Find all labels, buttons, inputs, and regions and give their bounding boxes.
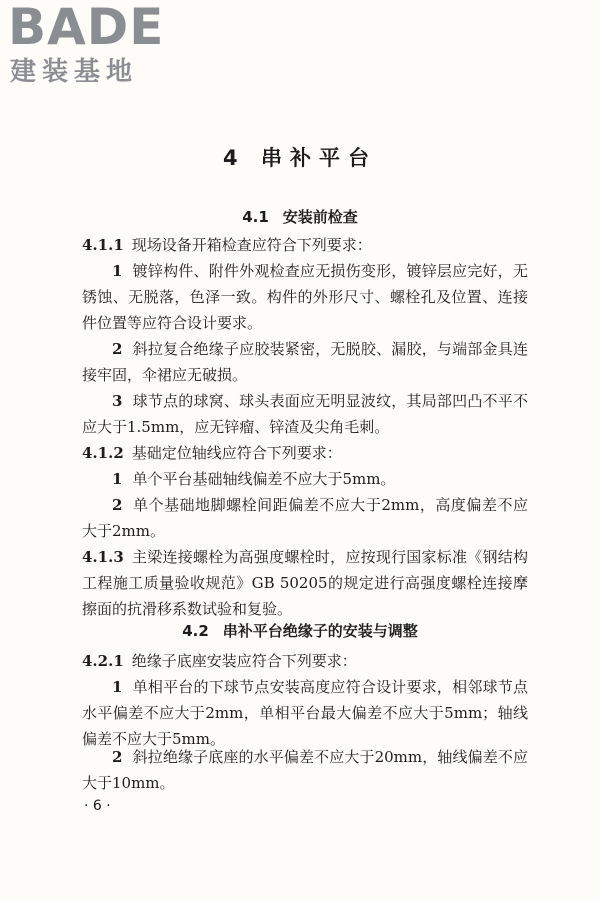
clause-number: 4.1.3 — [82, 548, 124, 566]
item-number: 1 — [112, 262, 123, 280]
section-label: 串补平台绝缘子的安装与调整 — [222, 622, 418, 640]
clause-4-1-1-item-1 — [82, 258, 528, 336]
clause-text: 基础定位轴线应符合下列要求： — [131, 444, 342, 462]
item-number: 2 — [112, 340, 123, 358]
item-number: 2 — [112, 496, 123, 514]
chapter-title: 4 串补平台 — [223, 146, 377, 170]
item-text: 球节点的球窝、球头表面应无明显波纹，其局部凹凸不平不应大于1.5mm，应无锌瘤、锌渣及尖角毛刺。 — [82, 392, 528, 436]
clause-4-1-3 — [82, 544, 528, 622]
page-number: · 6 · — [84, 798, 111, 814]
clause-4-1-2-item-1 — [82, 466, 528, 492]
section-number: 4.2 — [182, 622, 209, 640]
clause-4-1-1-item-2 — [82, 336, 528, 388]
item-number: 3 — [112, 392, 123, 410]
item-text: 单相平台的下球节点安装高度应符合设计要求，相邻球节点水平偏差不应大于2mm，单相平台最大偏差不应大于5mm；轴线偏差不应大于5mm。 — [82, 678, 528, 748]
section-title-4-1 — [0, 206, 600, 227]
clause-4-2-1 — [82, 648, 528, 674]
item-number: 1 — [112, 470, 123, 488]
logo-brand-cn: 建装基地 — [10, 57, 139, 87]
clause-4-1-1 — [82, 232, 528, 258]
item-text: 斜拉绝缘子底座的水平偏差不应大于20mm，轴线偏差不应大于10mm。 — [82, 748, 528, 792]
item-number: 1 — [112, 678, 123, 696]
clause-text: 主梁连接螺栓为高强度螺栓时，应按现行国家标准《钢结构工程施工质量验收规范》GB 50205的规定进行高强度螺栓连接摩擦面的抗滑移系数试验和复验。 — [82, 548, 528, 618]
item-text: 单个平台基础轴线偏差不应大于5mm。 — [132, 470, 396, 488]
item-text: 斜拉复合绝缘子应胶装紧密，无脱胶、漏胶，与端部金具连接牢固，伞裙应无破损。 — [82, 340, 528, 384]
clause-text: 现场设备开箱检查应符合下列要求： — [131, 236, 372, 254]
clause-number: 4.1.2 — [82, 444, 124, 462]
section-title-4-2 — [0, 620, 600, 641]
item-number: 2 — [112, 748, 123, 766]
clause-4-2-1-item-2 — [82, 744, 528, 796]
clause-number: 4.2.1 — [82, 652, 124, 670]
logo-brand: BADE — [8, 0, 165, 56]
item-text: 单个基础地脚螺栓间距偏差不应大于2mm，高度偏差不应大于2mm。 — [82, 496, 528, 540]
bade-logo — [8, 0, 178, 90]
clause-4-1-2 — [82, 440, 528, 466]
clause-4-2-1-item-1 — [82, 674, 528, 752]
clause-text: 绝缘子底座安装应符合下列要求： — [131, 652, 357, 670]
item-text: 镀锌构件、附件外观检查应无损伤变形，镀锌层应完好，无锈蚀、无脱落，色泽一致。构件的外形尺寸、螺栓孔及位置、连接件位置等应符合设计要求。 — [82, 262, 528, 332]
clause-4-1-1-item-3 — [82, 388, 528, 440]
clause-number: 4.1.1 — [82, 236, 124, 254]
section-label: 安装前检查 — [282, 208, 358, 226]
section-number: 4.1 — [242, 208, 269, 226]
clause-4-1-2-item-2 — [82, 492, 528, 544]
